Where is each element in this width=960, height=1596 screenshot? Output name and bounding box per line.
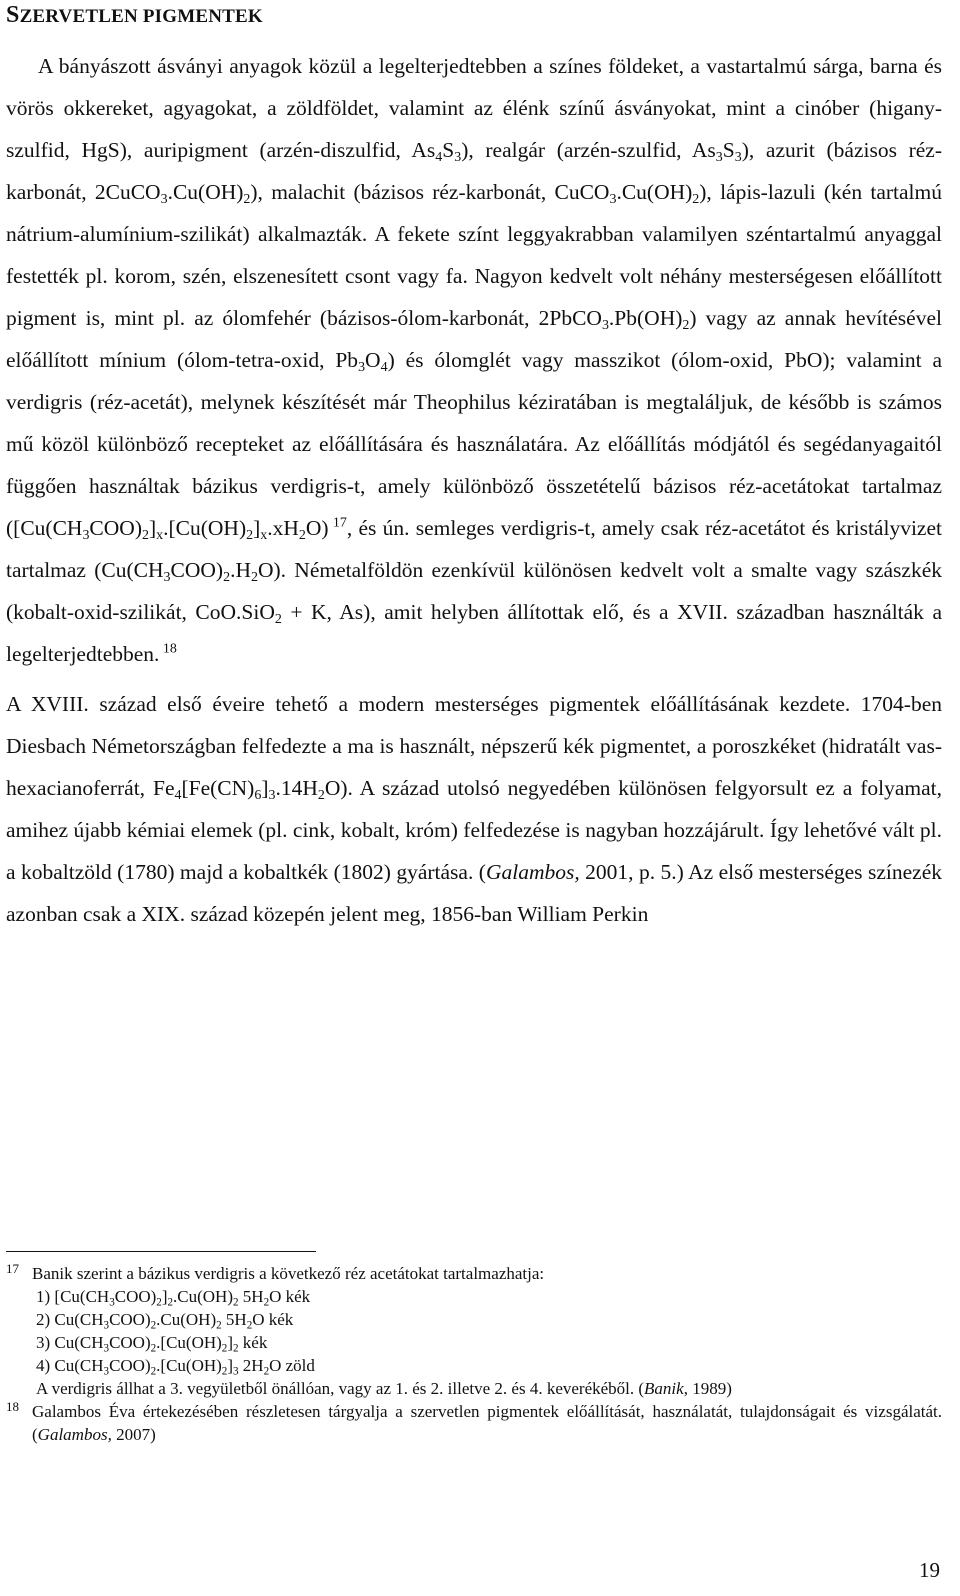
footnote-line: 3) $Cu(CH_3COO)_2.[Cu(OH)_2]_2$ kék	[36, 1333, 268, 1355]
section-heading: SZERVETLEN PIGMENTEK	[6, 2, 263, 28]
footnote-number: 18	[6, 1399, 19, 1414]
body-text	[6, 45, 942, 935]
footnote-17: 17 Banik szerint a bázikus verdigris a következő réz acetátokat tartalmazhatja: 1) $[Cu(CH_3COO)_2]_2.Cu(OH)_2$ $5H_2O$ kék 2) $Cu(CH_3COO)_2.Cu(OH)_2$ $5H_2O$ kék 3) $Cu(CH_3COO)_2.[Cu(OH)_2]_2$ kék 4) $Cu(CH_3COO)_2.[Cu(OH)_2]_3$ $2H_2O$ zöld A verdigris állhat a 3. vegyületből önállóan, vagy az 1. és 2. illetve 2. és 4. keverékéből. (Banik, 1989)	[6, 1262, 942, 1400]
footnote-line: 2) $Cu(CH_3COO)_2.Cu(OH)_2$ $5H_2O$ kék	[36, 1310, 294, 1332]
paragraph-1: A bányászott ásványi anyagok közül a legelterjedtebben a színes földeket, a vastartalmú sárga, barna és vörös okkereket, agyagokat, a zöldföldet, valamint az élénk színű ásványokat, mint a cinóber (higany-szulfid, HgS), auripigment (arzén-diszulfid, $As_4S_3$), realgár (arzén-szulfid, $As_3S_3$), azurit (bázisos réz-karbonát, $2CuCO_3.Cu(OH)_2$), malachit (bázisos réz-karbonát, $CuCO_3.Cu(OH)_2$), lápis-lazuli (kén tartalmú nátrium-alumínium-szilikát) alkalmazták. A fekete színt leggyakrabban valamilyen széntartalmú anyaggal festették pl. korom, szén, elszenesített csont vagy fa. Nagyon kedvelt volt néhány mesterségesen előállított pigment is, mint pl. az ólomfehér (bázisos-ólom-karbonát, $2PbCO_3.Pb(OH)_2$) vagy az annak hevítésével előállított mínium (ólom-tetra-oxid, $Pb_3O_4$) és ólomglét vagy masszikot (ólom-oxid, PbO); valamint a verdigris (réz-acetát), melynek készítését már Theophilus kéziratában is megtaláljuk, de később is számos mű közöl különböző recepteket az előállítására és használatára. Az előállítás módjától és segédanyagaitól függően használtak bázikus verdigris-t, amely különböző összetételű bázisos réz-acetátokat tartalmaz $([Cu(CH_3COO)_2]_x.[Cu(OH)_2]_x.xH_2O)$ $^{17}$, és ún. semleges verdigris-t, amely csak réz-acetátot és kristályvizet tartalmaz $(Cu(CH_3COO)_2.H_2O)$. Németalföldön ezenkívül különösen kedvelt volt a smalte vagy szászkék (kobalt-oxid-szilikát, CoO.SiO$_2$ + K, As), amit helyben állítottak elő, és a XVII. században használták a legelterjedtebben. $^{18}$	[6, 54, 943, 666]
page-number: 19	[919, 1558, 940, 1582]
footnotes	[6, 1262, 942, 1446]
footnote-line: 1) $[Cu(CH_3COO)_2]_2.Cu(OH)_2$ $5H_2O$ kék	[36, 1287, 311, 1309]
footnote-ref-17[interactable]: 17	[328, 515, 347, 531]
paragraph-2: A XVIII. század első éveire tehető a modern mesterséges pigmentek előállításának kezdete. 1704-ben Diesbach Németországban felfedezte a ma is használt, népszerű kék pigmentet, a poroszkéket (hidratált vas-hexacianoferrát, $Fe_4[Fe(CN)_6]_3.14H_2O$). A század utolsó negyedében különösen felgyorsult ez a folyamat, amihez újabb kémiai elemek (pl. cink, kobalt, króm) felfedezése is nagyban hozzájárult. Így lehetővé vált pl. a kobaltzöld (1780) majd a kobaltkék (1802) gyártása. (Galambos, 2001, p. 5.) Az első mesterséges színezék azonban csak a XIX. század közepén jelent meg, 1856-ban William Perkin	[6, 692, 942, 926]
footnote-line: A verdigris állhat a 3. vegyületből önállóan, vagy az 1. és 2. illetve 2. és 4. keverékéből. (Banik, 1989)	[36, 1379, 732, 1398]
footnote-number: 17	[6, 1261, 19, 1276]
footnote-ref-18[interactable]: 18	[159, 641, 177, 657]
footnote-separator	[6, 1251, 316, 1252]
footnote-line: 4) $Cu(CH_3COO)_2.[Cu(OH)_2]_3$ $2H_2O$ zöld	[36, 1356, 315, 1378]
footnote-18: 18 Galambos Éva értekezésében részletesen tárgyalja a szervetlen pigmentek előállítását, használatát, tulajdonságait és vizsgálatát. (Galambos, 2007)	[6, 1400, 942, 1446]
